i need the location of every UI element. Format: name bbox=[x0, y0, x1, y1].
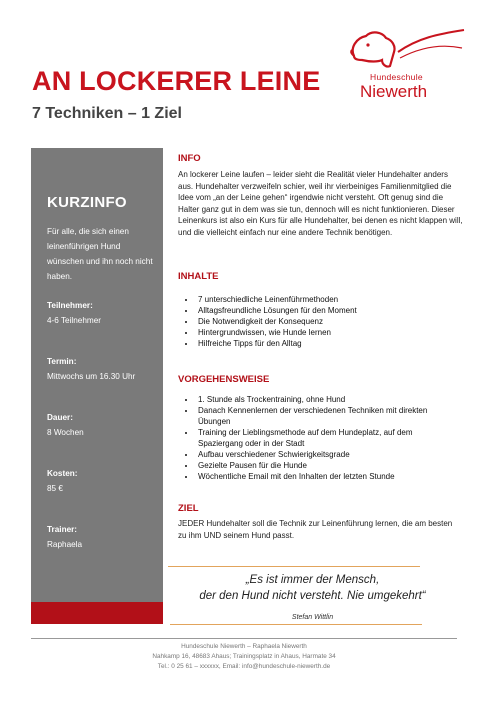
footer-line-2: Nahkamp 16, 48683 Ahaus; Trainingsplatz in Ahaus, Harmate 34 bbox=[152, 653, 336, 660]
list-item: • Aufbau verschiedener Schwierigkeitsgrade bbox=[196, 449, 436, 460]
footer bbox=[31, 642, 457, 672]
fact-kosten bbox=[47, 466, 77, 496]
inhalte-heading: INHALTE bbox=[178, 271, 219, 282]
list-item: • Training der Lieblingsmethode auf dem Hundeplatz, auf dem Spaziergang oder in der Stadt bbox=[196, 427, 436, 449]
fact-dauer bbox=[47, 410, 84, 440]
ziel-heading: ZIEL bbox=[178, 503, 199, 514]
quote-line-2: der den Hund nicht versteht. Nie umgekehrt“ bbox=[199, 590, 426, 602]
info-text: An lockerer Leine laufen – leider sieht die Realität vieler Hundehalter anders aus. Hundehalter verzweifeln schier, weil ihr vierbeiniges Familienmitglied die Idee vom „an der Leine gehen“ irgendwie nicht versteht. Oft genug sind die Halter ganz gut in dem was sie tun, dennoch will es nicht funktionieren. Dieser Leinenkurs ist also ein Kurs für alle Hundehalter, bei denen es nicht klappen will, und die vielleicht einfach nur eine andere Technik benötigen. bbox=[178, 170, 463, 237]
quote-rule-top bbox=[168, 566, 420, 567]
ziel-text: JEDER Hundehalter soll die Technik zur Leinenführung lernen, die am besten zu ihm UND seinem Hund passt. bbox=[178, 519, 453, 540]
fact-trainer bbox=[47, 522, 82, 552]
list-item: • Hilfreiche Tipps für den Alltag bbox=[196, 338, 466, 349]
list-item: • Gezielte Pausen für die Hunde bbox=[196, 460, 436, 471]
fact-value: Raphaela bbox=[47, 540, 83, 549]
list-item: • 1. Stunde als Trockentraining, ohne Hund bbox=[196, 394, 436, 405]
fact-termin bbox=[47, 354, 135, 384]
footer-line-3: Tel.: 0 25 61 – xxxxxx, Email: info@hundeschule-niewerth.de bbox=[157, 663, 331, 670]
fact-value: 85 € bbox=[47, 484, 63, 493]
logo-small-text: Hundeschule bbox=[370, 72, 423, 82]
logo-main-text: Niewerth bbox=[360, 82, 428, 101]
fact-value: 8 Wochen bbox=[47, 428, 84, 437]
list-item: • Wöchentliche Email mit den Inhalten der letzten Stunde bbox=[196, 471, 436, 482]
fact-value: Mittwochs um 16.30 Uhr bbox=[47, 372, 136, 381]
list-item: • 7 unterschiedliche Leinenführmethoden bbox=[196, 294, 466, 305]
kurzinfo-heading: KURZINFO bbox=[47, 194, 127, 211]
page-subtitle: 7 Techniken – 1 Ziel bbox=[32, 105, 182, 122]
list-item: • Alltagsfreundliche Lösungen für den Moment bbox=[196, 305, 466, 316]
fact-label: Dauer: bbox=[47, 413, 73, 422]
fact-label: Kosten: bbox=[47, 469, 78, 478]
footer-divider bbox=[31, 638, 457, 639]
info-heading: INFO bbox=[178, 153, 201, 164]
list-item: • Hintergrundwissen, wie Hunde lernen bbox=[196, 327, 466, 338]
inhalte-list bbox=[178, 294, 466, 349]
fact-label: Trainer: bbox=[47, 525, 78, 534]
list-item: • Danach Kennenlernen der verschiedenen Techniken mit direkten Übungen bbox=[196, 405, 436, 427]
sidebar-red-strip bbox=[31, 602, 163, 624]
fact-teilnehmer bbox=[47, 298, 101, 328]
kurzinfo-sidebar bbox=[31, 148, 163, 602]
quote-author: Stefan Wittlin bbox=[291, 614, 334, 621]
footer-line-1: Hundeschule Niewerth – Raphaela Niewerth bbox=[181, 643, 307, 650]
page-title: AN LOCKERER LEINE bbox=[32, 66, 321, 96]
kurzinfo-intro: Für alle, die sich einen leinenführigen Hund wünschen und ihn noch nicht haben. bbox=[47, 227, 153, 281]
quote-line-1: „Es ist immer der Mensch, bbox=[245, 574, 380, 586]
fact-label: Termin: bbox=[47, 357, 77, 366]
quote-rule-bottom bbox=[170, 624, 422, 625]
vorgehensweise-list bbox=[178, 394, 436, 482]
fact-label: Teilnehmer: bbox=[47, 301, 93, 310]
vorgehensweise-heading: VORGEHENSWEISE bbox=[178, 374, 270, 385]
list-item: • Die Notwendigkeit der Konsequenz bbox=[196, 316, 466, 327]
fact-value: 4-6 Teilnehmer bbox=[47, 316, 102, 325]
